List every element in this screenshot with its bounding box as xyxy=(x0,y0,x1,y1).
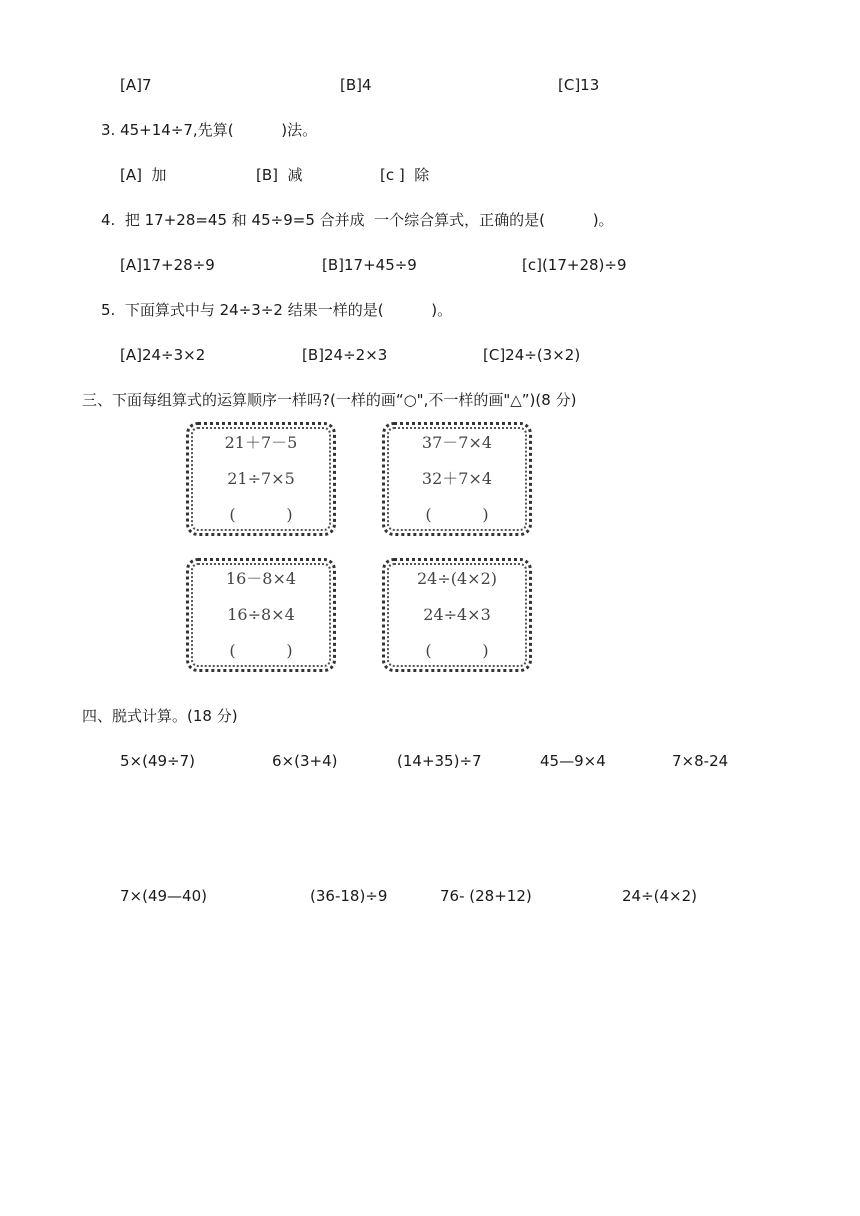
compare-box-4-expr-2: 24÷4×3 xyxy=(423,605,491,624)
compare-box-1-expr-2: 21÷7×5 xyxy=(227,469,295,488)
calc-item: 6×(3+4) xyxy=(272,752,338,770)
calc-item: 7×8-24 xyxy=(672,752,729,770)
calc-item: 7×(49—40) xyxy=(120,887,207,905)
calc-item: 45—9×4 xyxy=(540,752,606,770)
q3-option-a: [A] 加 xyxy=(120,166,167,184)
calc-item: 5×(49÷7) xyxy=(120,752,196,770)
q5-option-c: [C]24÷(3×2) xyxy=(483,346,581,364)
calc-item: 76- (28+12) xyxy=(440,887,532,905)
compare-box-3-expr-2: 16÷8×4 xyxy=(227,605,295,624)
q3-option-c: [c ] 除 xyxy=(380,166,430,184)
section-4-title: 四、脱式计算。(18 分) xyxy=(82,707,238,725)
q4-question: 4. 把 17+28=45 和 45÷9=5 合并成 一个综合算式，正确的是( )。 xyxy=(101,211,614,229)
q4-option-a: [A]17+28÷9 xyxy=(120,256,215,274)
compare-box-4-expr-1: 24÷(4×2) xyxy=(416,569,497,588)
calc-item: (36-18)÷9 xyxy=(310,887,388,905)
q2-option-c: [C]13 xyxy=(558,76,600,94)
calc-item: 24÷(4×2) xyxy=(622,887,698,905)
q4-option-b: [B]17+45÷9 xyxy=(322,256,417,274)
compare-box-1-answer-blank: ( ) xyxy=(229,505,293,524)
compare-box-2 xyxy=(382,422,532,536)
compare-box-2-expr-2: 32＋7×4 xyxy=(421,469,493,488)
compare-box-1-expr-1: 21＋7－5 xyxy=(224,433,298,452)
q5-option-a: [A]24÷3×2 xyxy=(120,346,206,364)
calc-item: (14+35)÷7 xyxy=(397,752,482,770)
compare-box-3-expr-1: 16－8×4 xyxy=(225,569,297,588)
compare-box-3-answer-blank: ( ) xyxy=(229,641,293,660)
q3-option-b: [B] 减 xyxy=(256,166,303,184)
compare-box-2-expr-1: 37－7×4 xyxy=(421,433,493,452)
q3-question: 3. 45+14÷7,先算( )法。 xyxy=(101,121,318,139)
compare-box-4 xyxy=(382,558,532,672)
q4-option-c: [c](17+28)÷9 xyxy=(522,256,627,274)
q2-option-a: [A]7 xyxy=(120,76,152,94)
compare-box-2-answer-blank: ( ) xyxy=(425,505,489,524)
compare-box-1 xyxy=(186,422,336,536)
compare-box-4-answer-blank: ( ) xyxy=(425,641,489,660)
compare-box-3 xyxy=(186,558,336,672)
q2-option-b: [B]4 xyxy=(340,76,372,94)
q5-option-b: [B]24÷2×3 xyxy=(302,346,388,364)
section-3-title: 三、下面每组算式的运算顺序一样吗?(一样的画“○",不一样的画"△”)(8 分) xyxy=(82,391,577,409)
q5-question: 5. 下面算式中与 24÷3÷2 结果一样的是( )。 xyxy=(101,301,453,319)
